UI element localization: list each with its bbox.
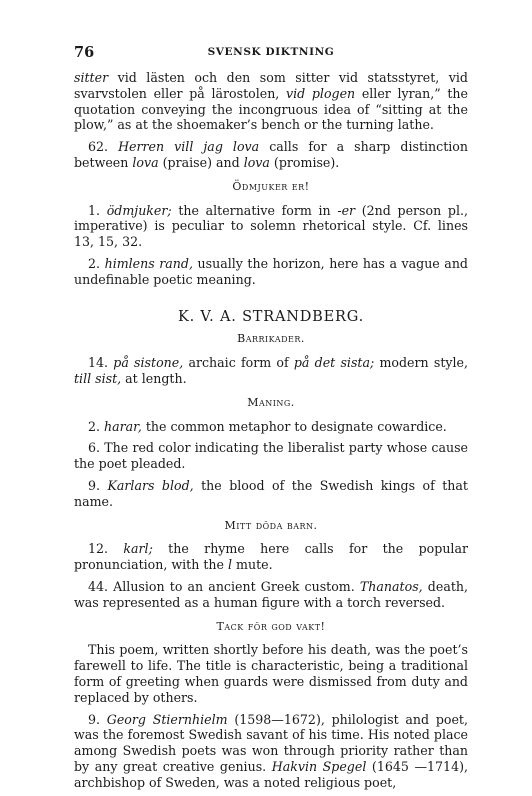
note-number: 2. (88, 255, 105, 271)
page-body (74, 70, 468, 796)
text: mute. (232, 557, 273, 573)
note-62 (74, 139, 468, 171)
text: This poem, written shortly before his death, was the poet’s farewell to life. The title is characteristic, being a traditional form of greeting when guards were dismissed from duty and replaced by others. (74, 642, 468, 705)
text: at length. (121, 370, 187, 386)
text: (promise). (269, 154, 340, 170)
text: calls for a sharp distinction between (74, 139, 468, 170)
text: (1645 —1714), archbishop of Sweden, was a noted religious poet, (74, 758, 468, 790)
italic-text: Georg Stiernhielm (106, 711, 228, 727)
italic-text: lova (132, 154, 159, 170)
italic-text: -er (337, 202, 356, 218)
text: the alternative form in (171, 202, 338, 218)
italic-text: Thanatos, (359, 578, 423, 594)
italic-text: Herren vill jag lova (118, 139, 260, 155)
note-44 (74, 579, 468, 611)
italic-text: sitter (74, 70, 109, 85)
note-2-maning (74, 419, 468, 435)
note-1 (74, 203, 468, 250)
intro-paragraph (74, 642, 468, 705)
note-number: 1. (88, 202, 107, 218)
italic-text: Hakvin Spegel (271, 758, 367, 774)
italic-text: vid plogen (285, 85, 356, 101)
text: 6. The red color indicating the liberalist party whose cause the poet pleaded. (74, 440, 468, 472)
italic-text: himlens rand, (104, 255, 193, 271)
text: usually the horizon, here has a vague and undefinable poetic meaning. (74, 255, 468, 287)
text: archaic form of (183, 355, 294, 371)
page-number: 76 (74, 44, 95, 61)
text: (praise) and (158, 154, 244, 170)
note-14 (74, 355, 468, 387)
italic-text: lova (243, 154, 270, 170)
author-heading: K. V. A. STRANDBERG. (177, 308, 365, 325)
section-heading-mitt-doda-barn: Mitt döda barn. (224, 518, 318, 532)
section-heading-odmjuker: Ödmjuker er! (232, 179, 310, 193)
note-6 (74, 440, 468, 472)
text: vid lästen och den som sitter vid statsstyret, vid svarvstolen eller på lärostolen, (74, 70, 468, 101)
page-header (74, 44, 468, 64)
text: eller lyran,” the quotation conveying the incongruous idea of “sitting at the plow,” as at the shoemaker’s bench or the turning lathe. (74, 85, 468, 133)
text: (2nd person pl., imperative) is peculiar to solemn rhetorical style. Cf. lines 13, 15, 32. (74, 202, 468, 250)
note-number: 9. (88, 711, 107, 727)
italic-text: l (228, 557, 233, 573)
paragraph-continuation (74, 70, 468, 133)
note-number: 62. (88, 139, 119, 155)
italic-text: på det sista; (293, 355, 375, 371)
text: death, was represented as a human figure with a torch reversed. (74, 578, 468, 610)
note-number: 9. (88, 477, 108, 493)
note-2 (74, 256, 468, 288)
italic-text: ödmjuker; (106, 202, 172, 218)
note-12 (74, 541, 468, 573)
note-9 (74, 478, 468, 510)
note-number: 14. (88, 355, 114, 371)
running-title: SVENSK DIKTNING (207, 46, 335, 58)
text: (1598—1672), philologist and poet, was the foremost Swedish savant of his time. His noted place among Swedish poets was won through priority rather than by any great creative genius. (74, 711, 468, 774)
italic-text: harar, (104, 418, 142, 434)
text: the rhyme here calls for the popular pronunciation, with the (74, 541, 468, 573)
section-heading-barrikader: Barrikader. (237, 332, 305, 346)
text: the blood of the Swedish kings of that name. (74, 477, 468, 509)
italic-text: på sistone, (113, 355, 184, 371)
italic-text: Karlars blod, (107, 477, 194, 493)
italic-text: till sist, (74, 370, 122, 386)
text: 44. Allusion to an ancient Greek custom. (88, 578, 360, 594)
section-heading-tack-for-god-vakt: Tack för god vakt! (216, 619, 326, 633)
note-9-tack (74, 712, 468, 791)
text: the common metaphor to designate cowardice. (141, 418, 447, 434)
italic-text: karl; (123, 541, 153, 557)
text: modern style, (374, 355, 468, 371)
section-heading-maning: Maning. (247, 395, 295, 409)
note-number: 12. (88, 541, 124, 557)
note-number: 2. (88, 418, 105, 434)
